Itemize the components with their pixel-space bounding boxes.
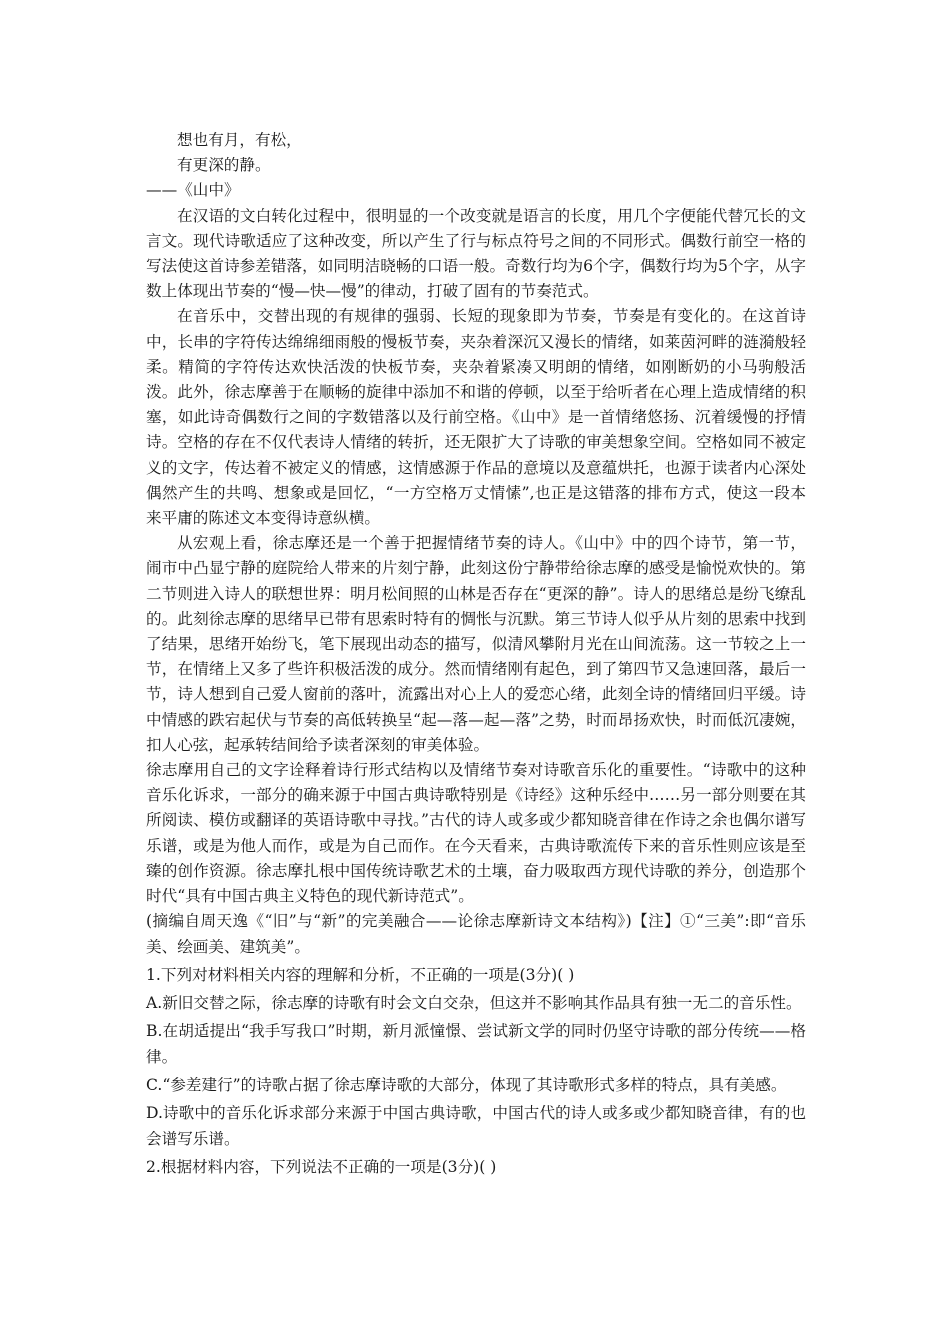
question-1-option-b[interactable]: B.在胡适提出“我手写我口”时期，新月派憧憬、尝试新文学的同时仍坚守诗歌的部分传统——格律。 <box>146 1021 806 1066</box>
poem-attribution: ——《山中》 <box>146 181 240 200</box>
poem-line-2: 有更深的静。 <box>177 156 271 175</box>
paragraph-2: 在音乐中，交替出现的有规律的强弱、长短的现象即为节奏，节奏是有变化的。在这首诗中，长串的字符传达绵绵细雨般的慢板节奏，夹杂着深沉又漫长的情绪，如莱茵河畔的涟漪般轻柔。精简的字符传达欢快活泼的快板节奏，夹杂着紧凑又明朗的情绪，如刚断奶的小马驹般活泼。此外，徐志摩善于在顺畅的旋律中添加不和谐的停顿，以至于给听者在心理上造成情绪的积塞，如此诗奇偶数行之间的字数错落以及行前空格。《山中》是一首情绪悠扬、沉着缓慢的抒情诗。空格的存在不仅代表诗人情绪的转折，还无限扩大了诗歌的审美想象空间。空格如同不被定义的文字，传达着不被定义的情感，这情感源于作品的意境以及意蕴烘托，也源于读者内心深处偶然产生的共鸣、想象或是回忆，“一方空格万丈情愫”,也正是这错落的排布方式，使这一段本来平庸的陈述文本变得诗意纵横。 <box>146 307 806 528</box>
paragraph-3: 从宏观上看，徐志摩还是一个善于把握情绪节奏的诗人。《山中》中的四个诗节，第一节，闹市中凸显宁静的庭院给人带来的片刻宁静，此刻这份宁静带给徐志摩的感受是愉悦欢快的。第二节则进入诗人的联想世界：明月松间照的山林是否存在“更深的静”。诗人的思绪总是纷飞缭乱的。此刻徐志摩的思绪早已带有思索时特有的惆怅与沉默。第三节诗人似乎从片刻的思索中找到了结果，思绪开始纷飞，笔下展现出动态的描写，似清风攀附月光在山间流荡。这一节较之上一节，在情绪上又多了些许积极活泼的成分。然而情绪刚有起色，到了第四节又急速回落，最后一节，诗人想到自己爱人窗前的落叶，流露出对心上人的爱恋心绪，此刻全诗的情绪回归平缓。诗中情感的跌宕起伏与节奏的高低转换呈“起—落—起—落”之势，时而昂扬欢快，时而低沉凄婉，扣人心弦，起承转结间给予读者深刻的审美体验。 <box>146 534 806 754</box>
source-note: (摘编自周天逸《“旧”与“新”的完美融合——论徐志摩新诗文本结构》)【注】①“三美”:即“音乐美、绘画美、建筑美”。 <box>146 912 806 956</box>
poem-line-1: 想也有月，有松， <box>177 131 302 149</box>
paragraph-4: 徐志摩用自己的文字诠释着诗行形式结构以及情绪节奏对诗歌音乐化的重要性。“诗歌中的这种音乐化诉求，一部分的确来源于中国古典诗歌特别是《诗经》这种乐经中……另一部分则要在其所阅读、模仿或翻译的英语诗歌中寻找。”古代的诗人或多或少都知晓音律在作诗之余也偶尔谱写乐谱，或是为他人而作，或是为自己而作。在今天看来，古典诗歌流传下来的音乐性则应该是至臻的创作资源。徐志摩扎根中国传统诗歌艺术的土壤，奋力吸取西方现代诗歌的养分，创造那个时代“具有中国古典主义特色的现代新诗范式”。 <box>146 761 806 906</box>
paragraph-1: 在汉语的文白转化过程中，很明显的一个改变就是语言的长度，用几个字便能代替冗长的文言文。现代诗歌适应了这种改变，所以产生了行与标点符号之间的不同形式。偶数行前空一格的写法使这首诗参差错落，如同明洁晓畅的口语一般。奇数行均为6个字，偶数行均为5个字，从字数上体现出节奏的“慢—快—慢”的律动，打破了固有的节奏范式。 <box>146 206 806 301</box>
question-1-option-d[interactable]: D.诗歌中的音乐化诉求部分来源于中国古典诗歌，中国古代的诗人或多或少都知晓音律，有的也会谱写乐谱。 <box>146 1103 806 1148</box>
question-2-stem: 2.根据材料内容，下列说法不正确的一项是(3分)( ) <box>146 1157 497 1176</box>
question-1-option-a[interactable]: A.新旧交替之际，徐志摩的诗歌有时会文白交杂，但这并不影响其作品具有独一无二的音乐性。 <box>146 993 802 1012</box>
document-page <box>146 128 806 1180</box>
question-1-option-c[interactable]: C.“参差建行”的诗歌占据了徐志摩诗歌的大部分，体现了其诗歌形式多样的特点，具有美感。 <box>146 1075 787 1094</box>
question-1-stem: 1.下列对材料相关内容的理解和分析，不正确的一项是(3分)( ) <box>146 965 575 984</box>
